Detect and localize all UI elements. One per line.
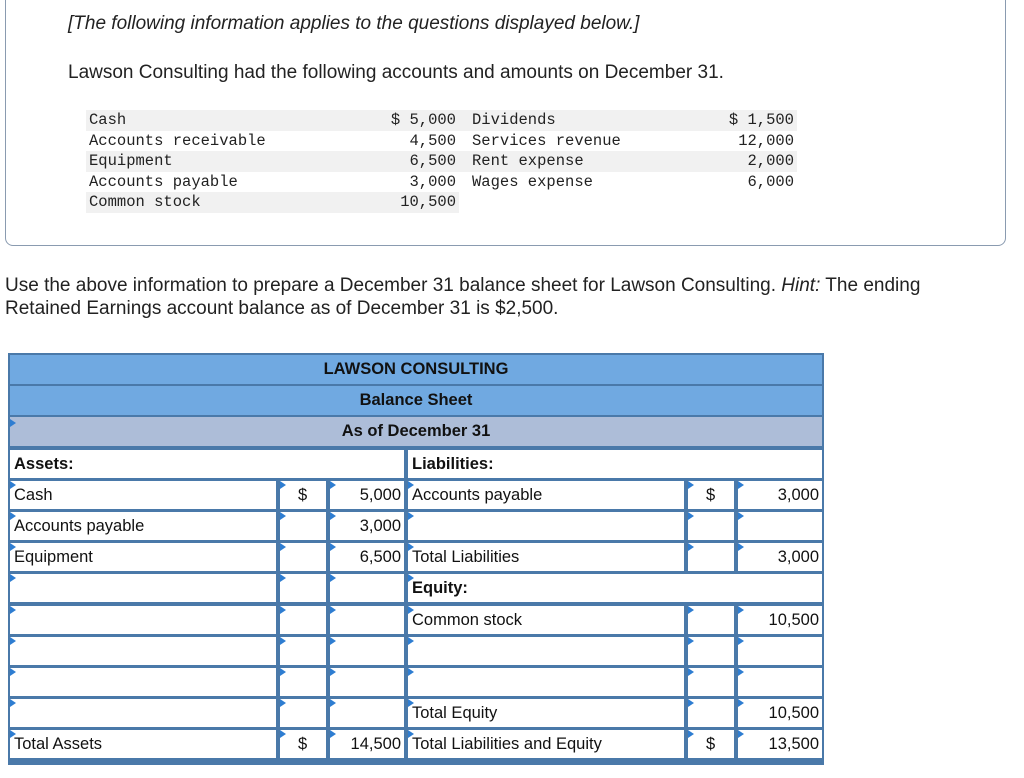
account-amount: 12,000 [738,131,794,150]
asset-label-input[interactable] [10,668,276,696]
account-name: Equipment [86,151,363,172]
account-name: Services revenue [472,131,621,150]
asset-amount-input[interactable] [330,668,404,696]
asset-label-input[interactable] [10,637,276,665]
liability-label-input[interactable]: Total Equity [408,699,684,727]
liability-dollar-cell[interactable]: $ [688,481,734,509]
account-name [469,192,685,213]
assets-heading: Assets: [10,450,404,478]
input-marker-icon [10,419,16,427]
asset-label-input[interactable] [10,574,276,602]
asset-amount-input[interactable] [330,637,404,665]
liability-amount-input[interactable] [738,668,822,696]
liability-label-input[interactable] [408,512,684,540]
account-amount: 6,000 [747,172,794,191]
liabilities-heading: Liabilities: [408,450,822,478]
liability-dollar-cell[interactable] [688,606,734,634]
info-panel [5,0,1006,246]
liability-dollar-cell[interactable]: $ [688,730,734,758]
applies-note: [The following information applies to the questions displayed below.] [68,13,640,34]
account-amount: 4,500 [409,131,456,150]
asset-dollar-cell[interactable] [280,574,326,602]
asset-dollar-cell[interactable] [280,637,326,665]
account-amount: 3,000 [409,172,456,191]
asset-label-input[interactable]: Cash [10,481,276,509]
statement-date-row[interactable] [10,417,822,446]
accounts-row [86,131,797,152]
account-amount: $ 1,500 [685,110,797,131]
liability-dollar-cell[interactable] [688,668,734,696]
liability-amount-input[interactable]: 10,500 [738,699,822,727]
account-name: Cash [86,110,363,131]
liability-label-input[interactable]: Total Liabilities and Equity [408,730,684,758]
asset-amount-input[interactable]: 14,500 [330,730,404,758]
liability-dollar-cell[interactable] [688,637,734,665]
liability-label-input[interactable]: Common stock [408,606,684,634]
asset-label-input[interactable]: Equipment [10,543,276,571]
liability-label-input[interactable]: Accounts payable [408,481,684,509]
asset-dollar-cell[interactable]: $ [280,481,326,509]
asset-dollar-cell[interactable] [280,512,326,540]
liability-label-input[interactable]: Total Liabilities [408,543,684,571]
asset-dollar-cell[interactable] [280,606,326,634]
liability-label-input[interactable] [408,668,684,696]
liability-label-input[interactable] [408,637,684,665]
asset-dollar-cell[interactable] [280,543,326,571]
account-amount: 6,500 [363,151,459,172]
instructions-line-1: Use the above information to prepare a December 31 balance sheet for Lawson Consulting. Hint: The ending [5,275,921,296]
liability-amount-input[interactable]: 13,500 [738,730,822,758]
account-amount [685,192,797,213]
instructions-line-2: Retained Earnings account balance as of December 31 is $2,500. [5,298,559,319]
asset-label-input[interactable]: Accounts payable [10,512,276,540]
asset-amount-input[interactable] [330,606,404,634]
asset-label-input[interactable] [10,606,276,634]
asset-amount-input[interactable] [330,574,404,602]
account-amount: $ 5,000 [363,110,459,131]
asset-label-input[interactable] [10,699,276,727]
statement-date: As of December 31 [341,422,491,440]
accounts-row [86,192,797,213]
liability-amount-input[interactable]: 3,000 [738,543,822,571]
accounts-row [86,151,797,172]
account-name: Common stock [86,192,363,213]
hint-label: Hint: [781,275,821,296]
asset-label-input[interactable]: Total Assets [10,730,276,758]
statement-title-row [10,386,822,415]
asset-amount-input[interactable]: 5,000 [330,481,404,509]
liability-amount-input[interactable] [738,637,822,665]
liability-dollar-cell[interactable] [688,512,734,540]
company-name-row [10,355,822,384]
account-name: Dividends [469,110,685,131]
asset-amount-input[interactable]: 6,500 [330,543,404,571]
asset-dollar-cell[interactable] [280,668,326,696]
account-name: Accounts receivable [89,131,266,150]
asset-dollar-cell[interactable]: $ [280,730,326,758]
company-name: LAWSON CONSULTING [323,360,509,378]
liability-amount-input[interactable]: 3,000 [738,481,822,509]
account-name: Rent expense [469,151,685,172]
instructions [5,274,1024,320]
asset-amount-input[interactable] [330,699,404,727]
liability-amount-input[interactable]: 10,500 [738,606,822,634]
account-name: Wages expense [472,172,593,191]
balance-sheet [8,353,824,765]
statement-title: Balance Sheet [359,391,473,409]
equity-heading: Equity: [408,574,822,602]
accounts-table [86,110,797,213]
account-amount: 2,000 [685,151,797,172]
account-name: Accounts payable [89,172,238,191]
accounts-row [86,172,797,193]
liability-dollar-cell[interactable] [688,543,734,571]
accounts-intro: Lawson Consulting had the following accounts and amounts on December 31. [68,62,724,83]
liability-amount-input[interactable] [738,512,822,540]
accounts-row [86,110,797,131]
account-amount: 10,500 [363,192,459,213]
liability-dollar-cell[interactable] [688,699,734,727]
asset-amount-input[interactable]: 3,000 [330,512,404,540]
asset-dollar-cell[interactable] [280,699,326,727]
